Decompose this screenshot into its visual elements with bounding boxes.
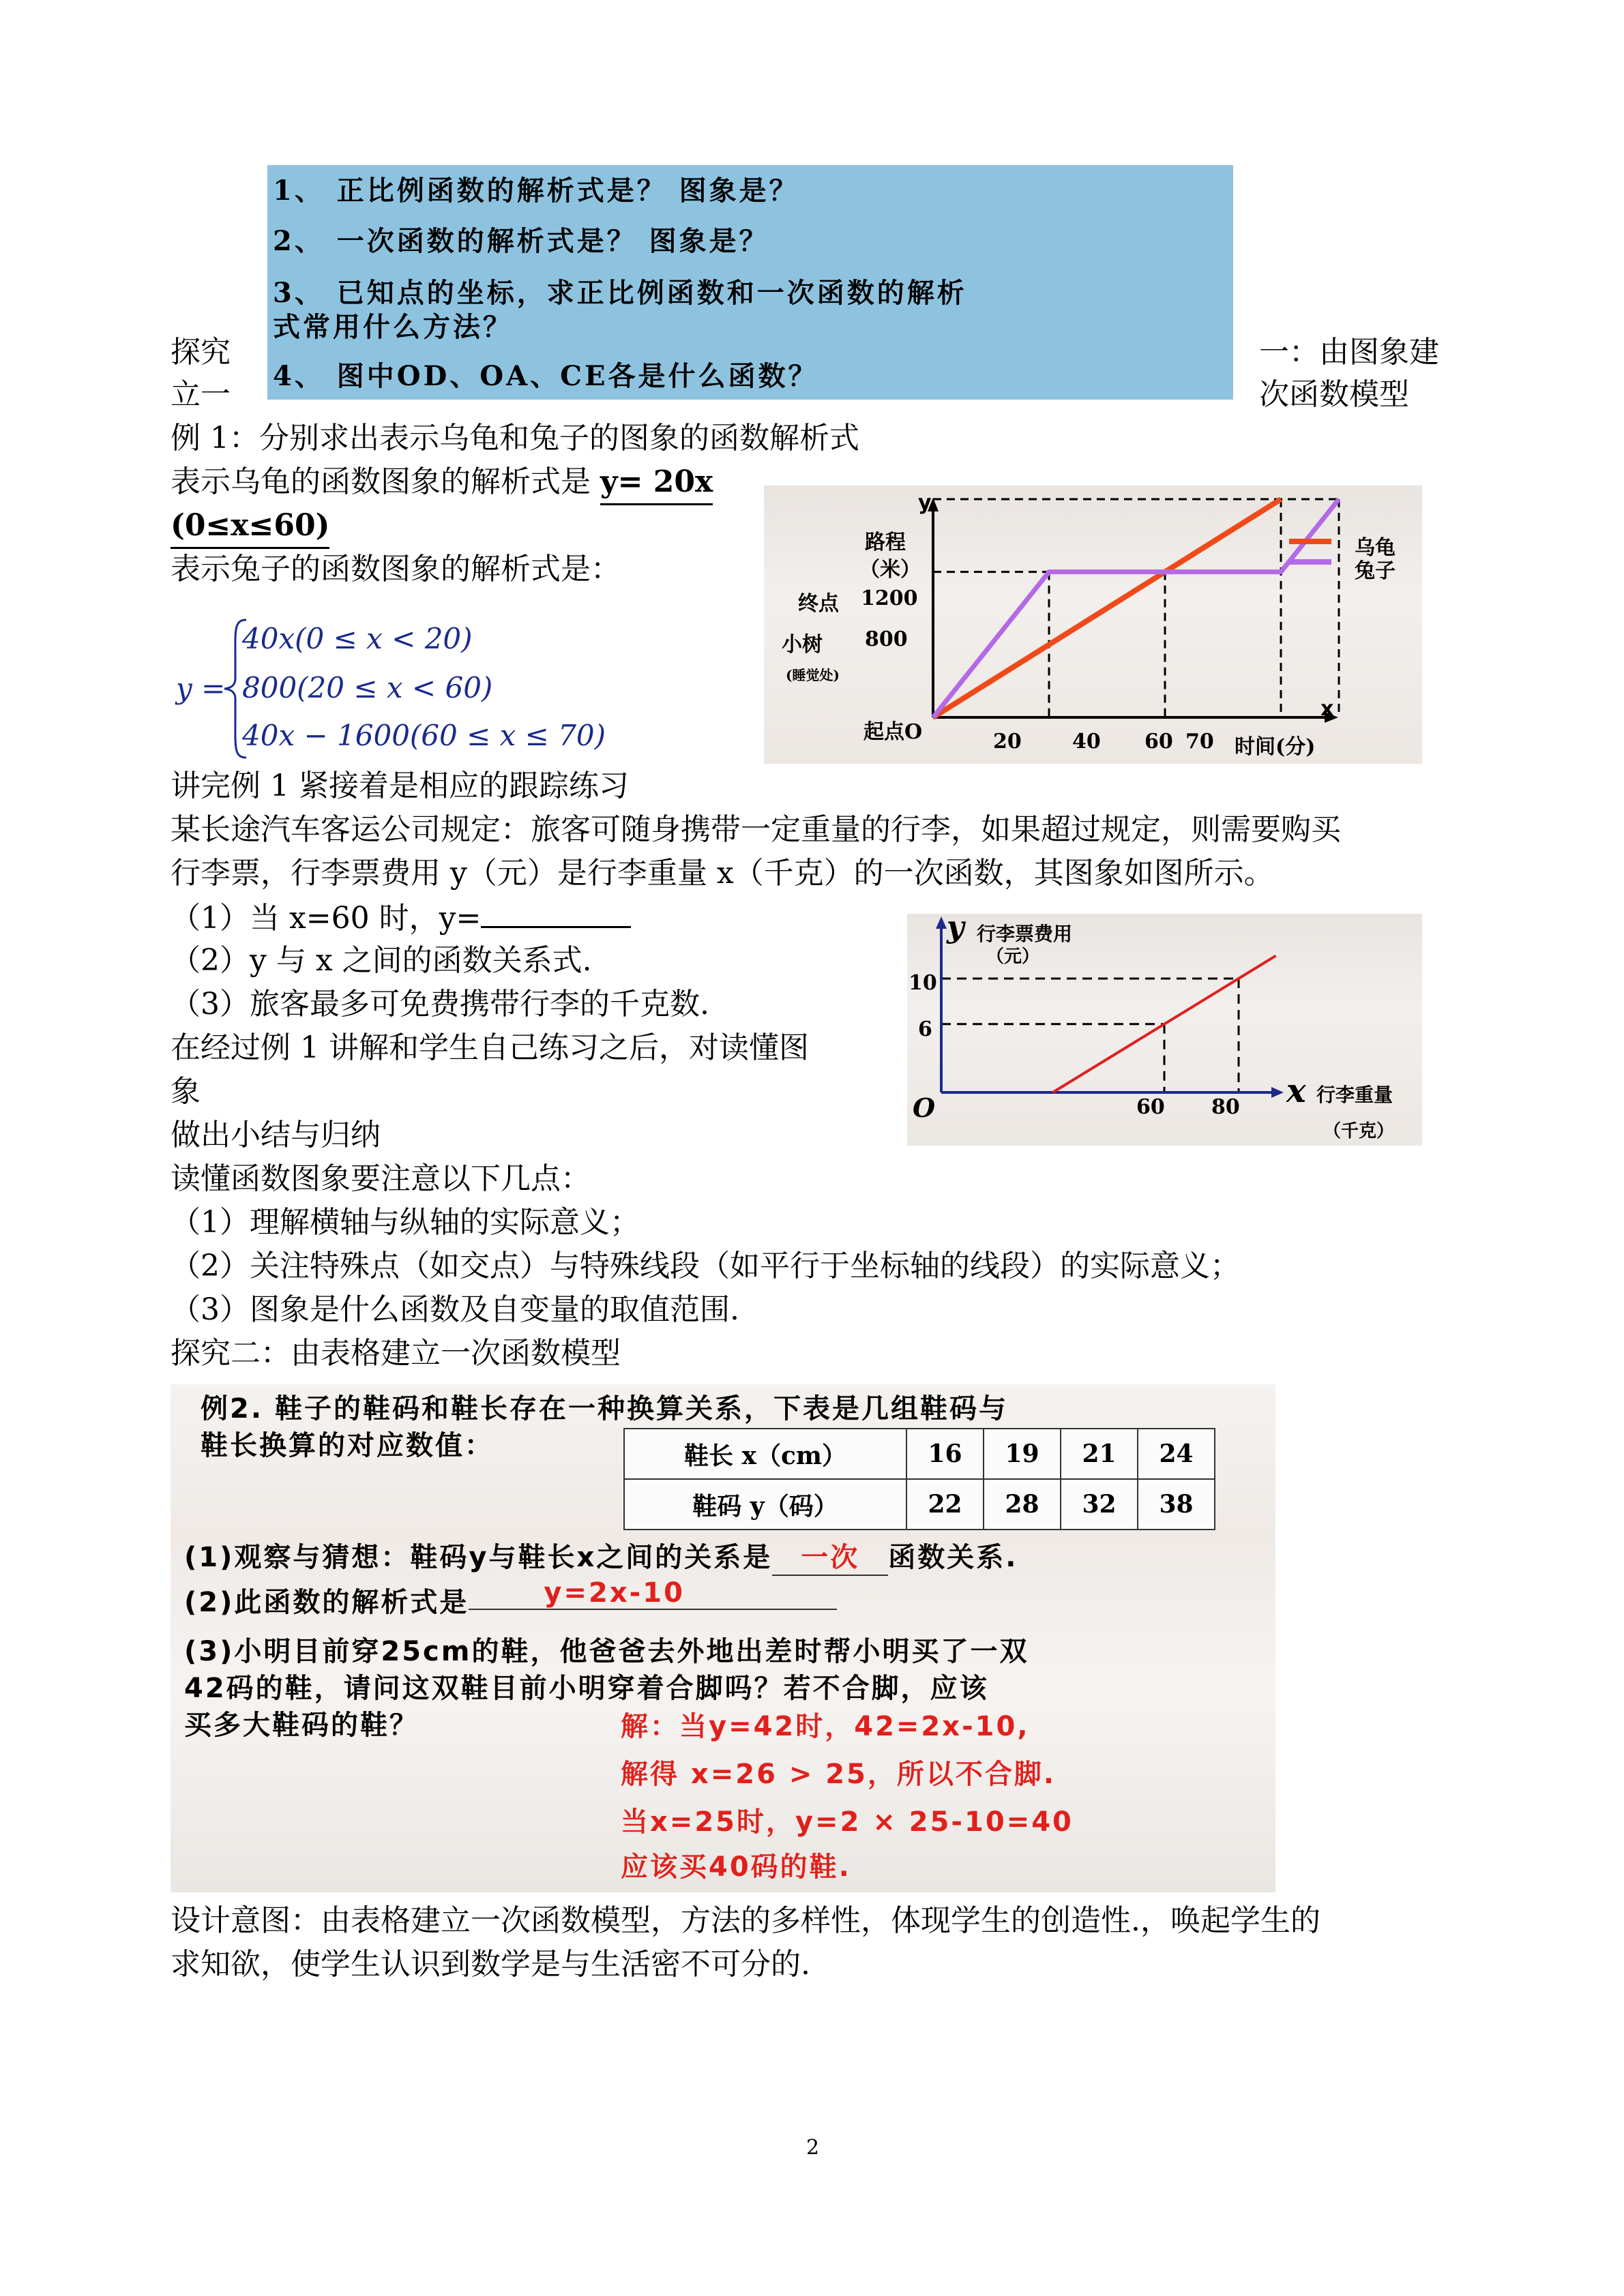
notes-3: （3）图象是什么函数及自变量的取值范围. (171, 1292, 739, 1327)
piecewise-2: 800(20 ≤ x < 60) (242, 671, 493, 704)
chart2-ytick-10: 10 (909, 971, 937, 995)
legend-rabbit: 兔子 (1355, 559, 1396, 583)
practice-summary: 做出小结与归纳 (171, 1118, 381, 1152)
chart2-x-letter: x (1286, 1072, 1306, 1110)
practice-q1-text: （1）当 x=60 时，y= (171, 901, 482, 936)
table-row (624, 1429, 1215, 1479)
design-line-b: 求知欲，使学生认识到数学是与生活密不可分的. (171, 1947, 810, 1982)
section1-left-b: 立一 (171, 377, 231, 412)
row2-cell: 32 (1061, 1479, 1138, 1530)
chart2-y-letter: y (947, 910, 964, 944)
legend-tortoise: 乌龟 (1355, 536, 1396, 560)
practice-q1-blank (481, 896, 631, 928)
table-row (624, 1479, 1215, 1530)
notes-1: （1）理解横轴与纵轴的实际意义； (171, 1205, 640, 1240)
section1-left-a: 探究 (171, 335, 231, 370)
solution-4: 应该买40码的鞋. (621, 1851, 851, 1883)
chart2-xtick-80: 80 (1211, 1095, 1240, 1119)
chart1-tick-60: 60 (1145, 730, 1173, 754)
page-number: 2 (806, 2136, 820, 2160)
tree-label: 小树 (782, 633, 823, 657)
example1-title: 例 1：分别求出表示乌龟和兔子的图象的函数解析式 (171, 421, 859, 456)
example2-p3c: 买多大鞋码的鞋？ (184, 1710, 419, 1741)
chart2-x-title-2: （千克） (1323, 1121, 1395, 1142)
practice-q3: （3）旅客最多可免费携带行李的千克数. (171, 987, 709, 1022)
tortoise-prefix: 表示乌龟的函数图象的解析式是 (171, 464, 600, 499)
chart2 (907, 910, 1422, 1146)
p2-prefix: (2)此函数的解析式是 (184, 1587, 469, 1618)
piecewise-1: 40x(0 ≤ x < 20) (242, 622, 473, 655)
example1-tortoise-line (171, 461, 713, 505)
practice-problem-b: 行李票，行李票费用 y（元）是行李重量 x（千克）的一次函数，其图象如图所示。 (171, 856, 1274, 891)
notes-title: 读懂函数图象要注意以下几点： (171, 1161, 591, 1196)
rabbit-line: 表示兔子的函数图象的解析式是： (171, 552, 621, 586)
shoe-table (623, 1428, 1215, 1530)
chart2-y-arrow (936, 916, 947, 929)
row2-cell: 38 (1138, 1479, 1215, 1530)
review-question-1: 1、 正比例函数的解析式是？ 图象是？ (273, 175, 799, 207)
sleep-note: (睡觉处) (786, 667, 840, 683)
example2-p3b: 42码的鞋，请问这双鞋目前小明穿着合脚吗？若不合脚，应该 (184, 1673, 989, 1704)
solution-2: 解得 x=26 > 25，所以不合脚. (621, 1759, 1057, 1790)
section2-title: 探究二：由表格建立一次函数模型 (171, 1336, 621, 1371)
tortoise-domain-text: (0≤x≤60) (171, 505, 329, 549)
p1-answer: 一次 (772, 1536, 888, 1576)
review-question-3b: 式常用什么方法？ (273, 311, 513, 343)
row1-cell: 19 (984, 1429, 1061, 1479)
review-question-4: 4、 图中OD、OA、CE各是什么函数？ (273, 360, 818, 392)
series-line-乌龟 (933, 499, 1281, 717)
chart1-svg (764, 486, 1422, 764)
practice-problem-a: 某长途汽车客运公司规定：旅客可随身携带一定重量的行李，如果超过规定，则需要购买 (171, 812, 1341, 847)
chart1-y-title-2: （米） (859, 558, 921, 582)
chart2-xtick-60: 60 (1136, 1095, 1165, 1119)
practice-after-b: 象 (171, 1074, 201, 1109)
section1-right-b: 次函数模型 (1259, 377, 1409, 412)
tree-value: 800 (865, 627, 908, 651)
example2-p2 (184, 1577, 837, 1620)
row1-label: 鞋长 x（cm） (624, 1429, 906, 1479)
tortoise-formula: y= 20x (600, 461, 713, 505)
review-question-2: 2、 一次函数的解析式是？ 图象是？ (273, 225, 769, 257)
practice-q1 (171, 896, 631, 940)
chart1-y-title-1: 路程 (865, 531, 906, 554)
chart2-x-title-1: 行李重量 (1316, 1084, 1393, 1106)
notes-2: （2）关注特殊点（如交点）与特殊线段（如平行于坐标轴的线段）的实际意义； (171, 1249, 1240, 1283)
chart2-origin: O (913, 1092, 936, 1123)
solution-1: 解：当y=42时，42=2x-10, (621, 1711, 1030, 1742)
example2-slide (171, 1384, 1275, 1892)
p1-suffix: 函数关系. (888, 1542, 1018, 1573)
row1-cell: 21 (1061, 1429, 1138, 1479)
chart2-ytick-6: 6 (918, 1017, 932, 1041)
chart1-tick-40: 40 (1072, 730, 1101, 754)
tortoise-domain (171, 505, 329, 549)
finish-label: 终点 (798, 592, 839, 616)
example2-p1 (184, 1536, 1018, 1576)
chart1-x-title: 时间(分) (1235, 735, 1316, 759)
example2-p3a: (3)小明目前穿25cm的鞋，他爸爸去外地出差时帮小明买了一双 (184, 1636, 1029, 1667)
chart2-y-title-2: （元） (986, 946, 1040, 967)
piecewise-y: y = (176, 672, 226, 705)
p2-answer: y=2x-10 (469, 1577, 837, 1610)
chart1-x-letter: x (1320, 697, 1334, 721)
row2-cell: 22 (906, 1479, 984, 1530)
design-line-a: 设计意图：由表格建立一次函数模型，方法的多样性，体现学生的创造性.，唤起学生的 (171, 1903, 1320, 1938)
row1-cell: 24 (1138, 1429, 1215, 1479)
practice-after-a: 在经过例 1 讲解和学生自己练习之后，对读懂图 (171, 1030, 809, 1065)
review-question-3a: 3、 已知点的坐标，求正比例函数和一次函数的解析 (273, 277, 967, 309)
row1-cell: 16 (906, 1429, 984, 1479)
p1-prefix: (1)观察与猜想：鞋码y与鞋长x之间的关系是 (184, 1542, 773, 1573)
example2-line1: 例2. 鞋子的鞋码和鞋长存在一种换算关系，下表是几组鞋码与 (201, 1393, 1008, 1425)
practice-intro: 讲完例 1 紧接着是相应的跟踪练习 (171, 769, 629, 803)
chart1-tick-20: 20 (993, 730, 1022, 754)
row2-cell: 28 (984, 1479, 1061, 1530)
piecewise-3: 40x − 1600(60 ≤ x ≤ 70) (242, 719, 606, 752)
chart1-origin: 起点O (863, 720, 923, 744)
chart1-tick-70: 70 (1185, 730, 1214, 754)
solution-3: 当x=25时，y=2 × 25-10=40 (621, 1806, 1074, 1838)
chart2-x-arrow (1271, 1087, 1284, 1098)
series-line-兔子 (933, 499, 1339, 717)
example2-line2: 鞋长换算的对应数值： (201, 1430, 494, 1461)
finish-value: 1200 (861, 586, 918, 610)
chart2-y-title-1: 行李票费用 (977, 923, 1073, 945)
practice-q2: （2）y 与 x 之间的函数关系式. (171, 943, 592, 978)
chart1 (764, 486, 1422, 764)
chart1-y-letter: y (918, 491, 932, 515)
row2-label: 鞋码 y（码） (624, 1479, 906, 1530)
section1-right-a: 一：由图象建 (1259, 335, 1439, 370)
